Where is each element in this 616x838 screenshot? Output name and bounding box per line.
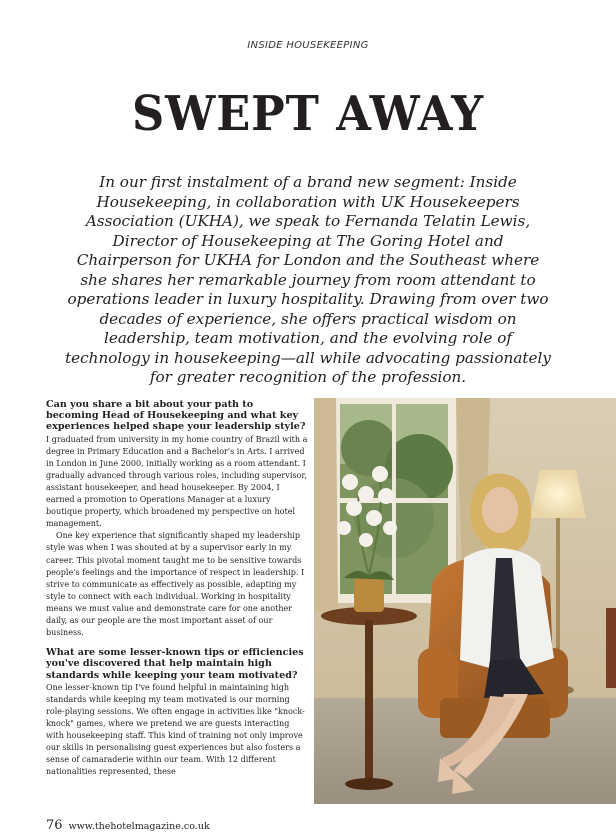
portrait-photo-illustration	[314, 398, 616, 804]
page-footer	[46, 818, 210, 832]
article-headline: SWEPT AWAY	[131, 86, 484, 142]
answer-1-paragraph-1: I graduated from university in my home country of Brazil with a degree in Primary Education and a Bachelor's in Arts. I arrived in London in June 2000, initially working as a room attendant. I gradually advanced through various roles, including supervisor, assistant housekeeper, and head housekeeper. By 2004, I earned a promotion to Operations Manager at a luxury boutique property, which broadened my perspective on hotel management.	[46, 434, 308, 529]
question-1: Can you share a bit about your path to becoming Head of Housekeeping and what key experiences helped shape your leadership style?	[46, 399, 306, 433]
page-number: 76	[46, 818, 63, 833]
section-label: INSIDE HOUSEKEEPING	[247, 40, 369, 51]
portrait-photo	[314, 398, 616, 804]
article-standfirst: In our first instalment of a brand new segment: Inside Housekeeping, in collaboration with UK Housekeepers Association (UKHA), we speak to Fernanda Telatin Lewis, Director of Housekeeping at The Goring Hotel and Chairperson for UKHA for London and the Southeast where she shares her remarkable journey from room attendant to operations leader in luxury hospitality. Drawing from over two decades of experience, she offers practical wisdom on leadership, team motivation, and the evolving role of technology in housekeeping—all while advocating passionately for greater recognition of the profession.	[65, 173, 551, 386]
question-2: What are some lesser-known tips or efficiencies you've discovered that help maintain high standards while keeping your team motivated?	[46, 647, 304, 681]
answer-2-paragraph-1: One lesser-known tip I've found helpful in maintaining high standards while keeping my team motivated is our morning role-playing sessions. We often engage in activities like "knock-knock" games, where we pretend we are guests interacting with housekeeping staff. This kind of training not only improve our skills in personalising guest experiences but also fosters a sense of camaraderie within our team. With 12 different nationalities represented, these	[46, 682, 305, 777]
answer-1-paragraph-2: One key experience that significantly shaped my leadership style was when I was shouted at by a supervisor early in my career. This pivotal moment taught me to be sensitive towards people's feelings and the importance of respect in leadership. I strive to communicate as effectively as possible, adapting my style to connect with each individual. Working in hospitality means we must value and demonstrate care for one another daily, as our people are the most important asset of our business.	[46, 531, 305, 638]
article-body-column	[46, 399, 308, 779]
footer-url[interactable]: www.thehotelmagazine.co.uk	[68, 821, 210, 832]
